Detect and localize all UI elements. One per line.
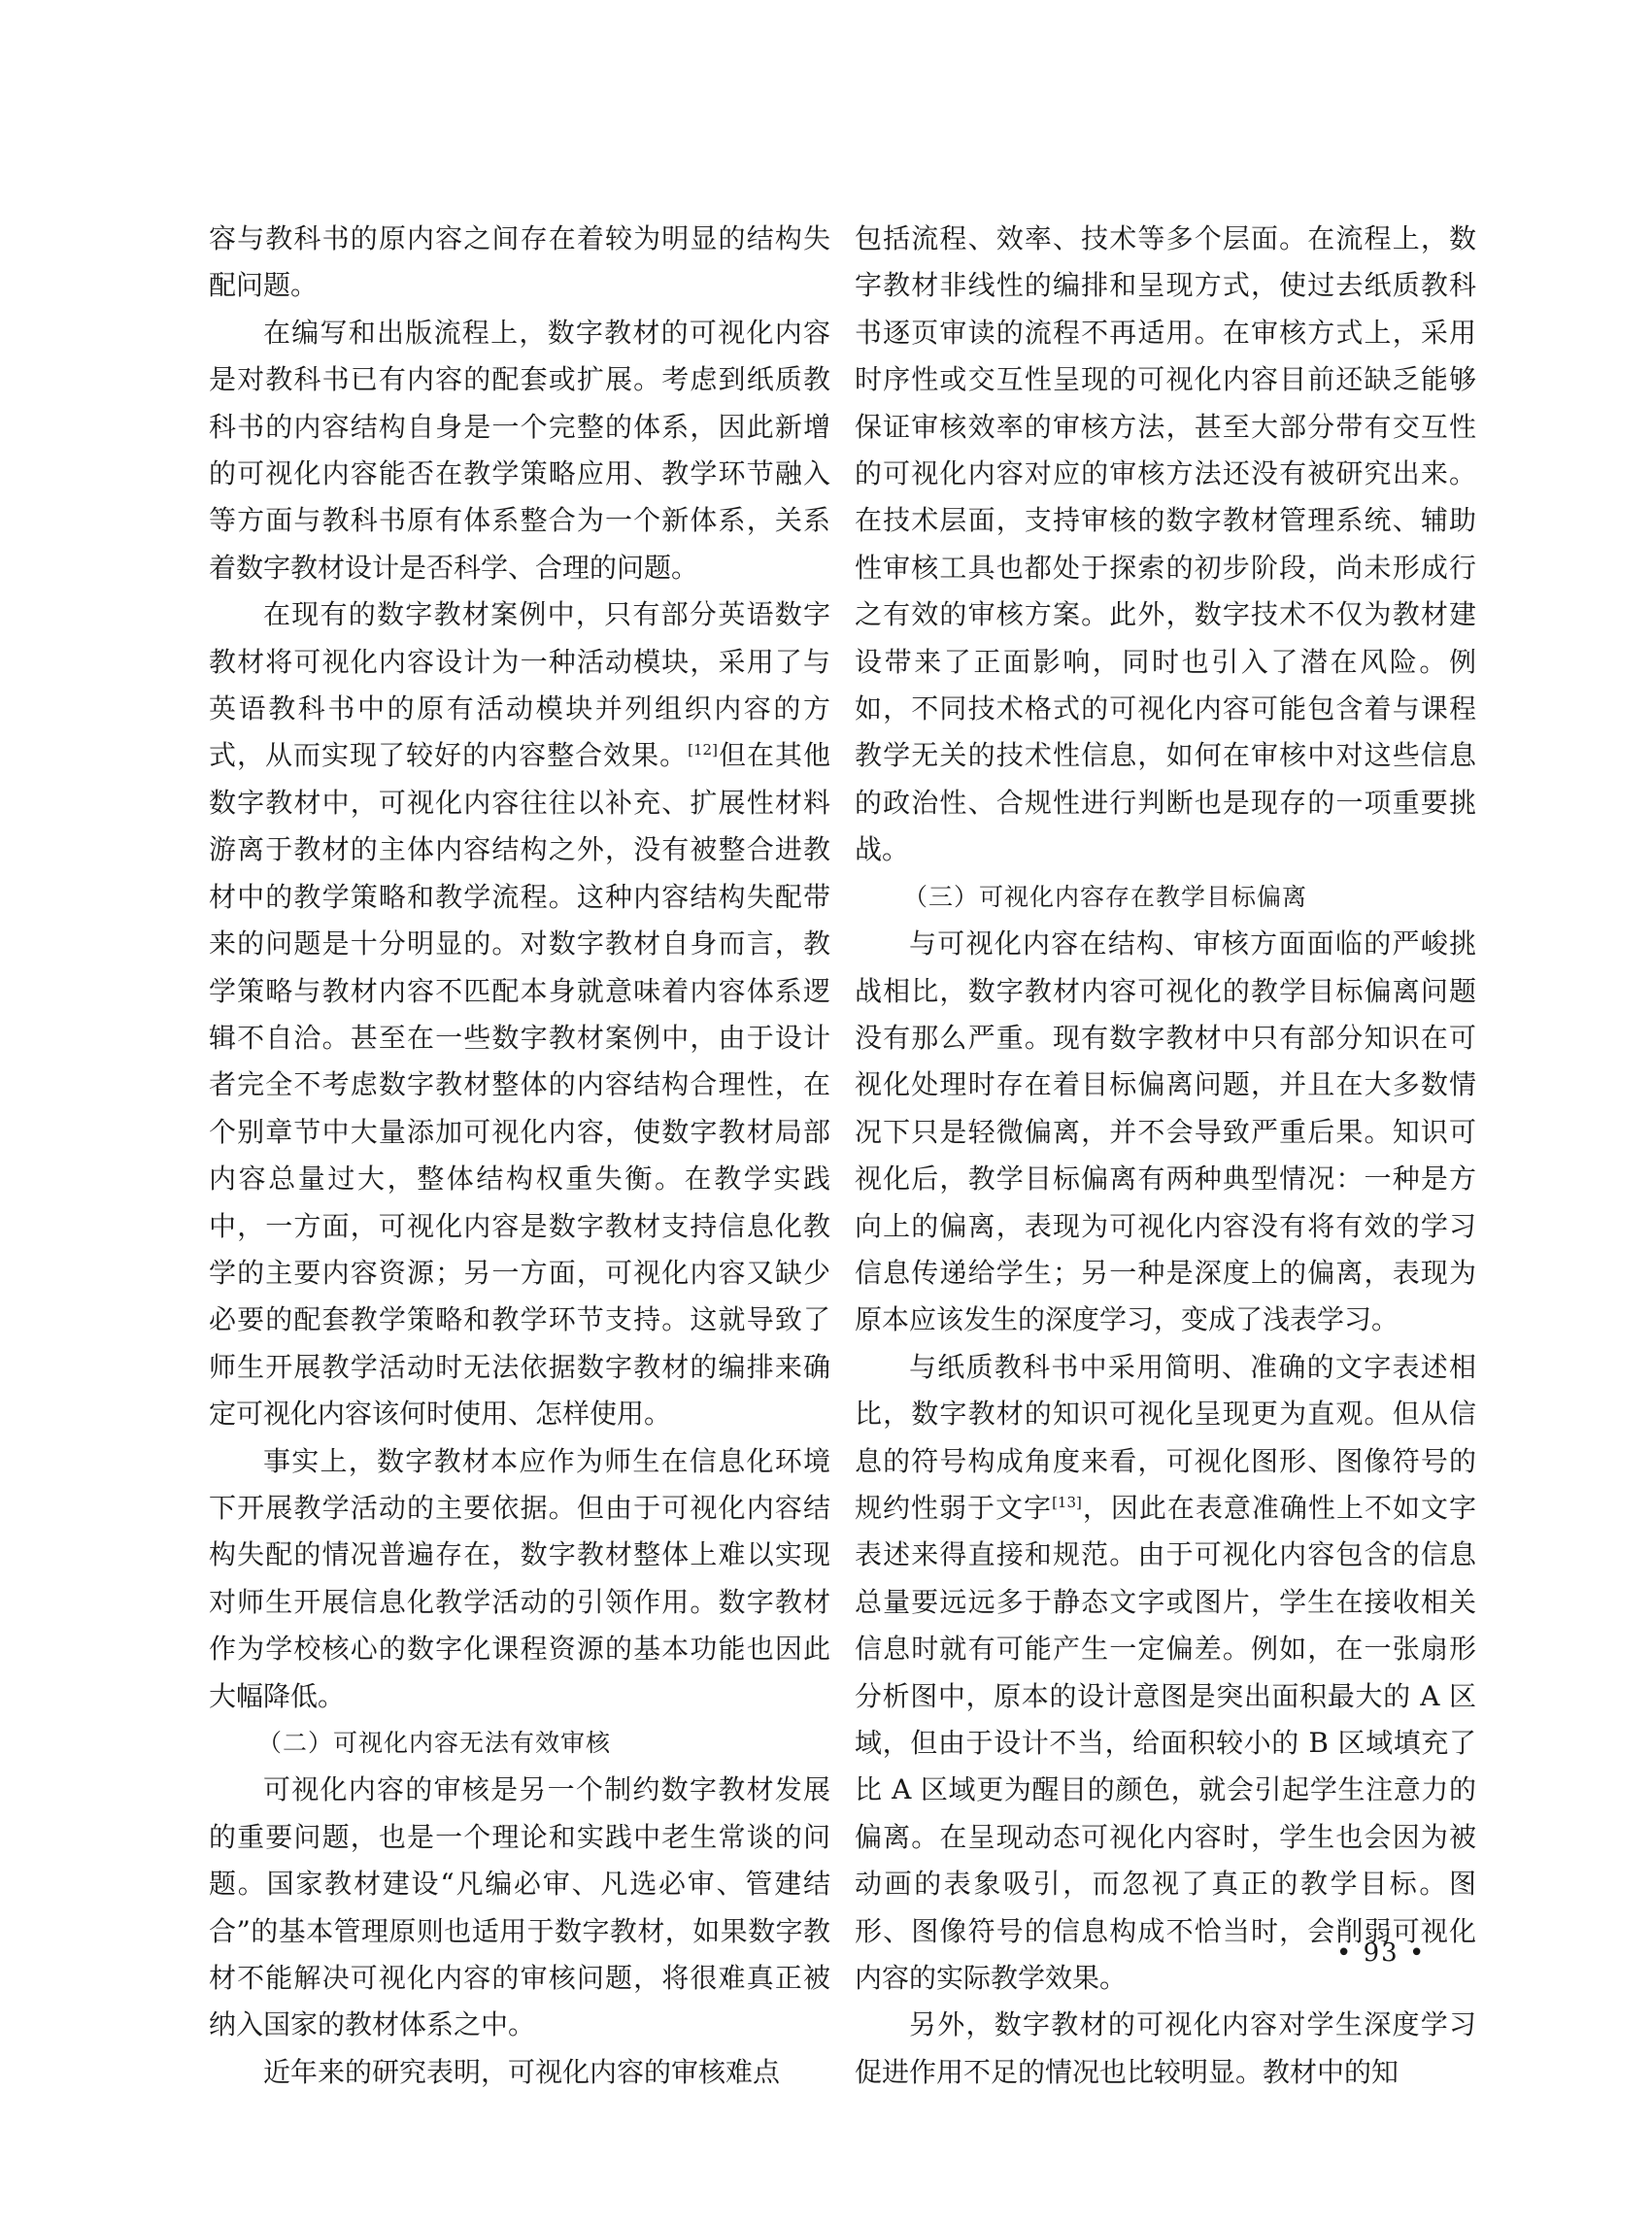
paragraph-text: 在现有的数字教材案例中，只有部分英语数字教材将可视化内容设计为一种活动模块，采用了与英语教科书中的原有活动模块并列组织内容的方式，从而实现了较好的内容整合效果。 <box>209 598 830 772</box>
citation-ref: [13] <box>1052 1493 1082 1511</box>
paragraph: 容与教科书的原内容之间存在着较为明显的结构失配问题。 <box>209 222 830 302</box>
paragraph: 另外，数字教材的可视化内容对学生深度学习促进作用不足的情况也比较明显。教材中的知 <box>855 2008 1476 2088</box>
page-number: • 93 • <box>1336 1938 1427 1968</box>
section-heading: （二）可视化内容无法有效审核 <box>257 1729 612 1757</box>
paragraph <box>209 591 830 1437</box>
paragraph-text: 与纸质教科书中采用简明、准确的文字表述相比，数字教材的知识可视化呈现更为直观。但从信息的符号构成角度来看，可视化图形、图像符号的规约性弱于文字 <box>855 1350 1476 1524</box>
paragraph: 事实上，数字教材本应作为师生在信息化环境下开展教学活动的主要依据。但由于可视化内容结构失配的情况普遍存在，数字教材整体上难以实现对师生开展信息化教学活动的引领作用。数字教材作为学校核心的数字化课程资源的基本功能也因此大幅降低。 <box>209 1444 830 1712</box>
citation-ref: [12] <box>688 741 718 759</box>
right-column <box>855 216 1476 2096</box>
paragraph <box>855 1344 1476 2003</box>
section-heading: （三）可视化内容存在教学目标偏离 <box>903 882 1308 911</box>
paragraph: 在编写和出版流程上，数字教材的可视化内容是对教科书已有内容的配套或扩展。考虑到纸质教科书的内容结构自身是一个完整的体系，因此新增的可视化内容能否在教学策略应用、教学环节融入等方面与教科书原有体系整合为一个新体系，关系着数字教材设计是否科学、合理的问题。 <box>209 316 830 584</box>
paragraph-text: 但在其他数字教材中，可视化内容往往以补充、扩展性材料游离于教材的主体内容结构之外，没有被整合进教材中的教学策略和教学流程。这种内容结构失配带来的问题是十分明显的。对数字教材自身而言，教学策略与教材内容不匹配本身就意味着内容体系逻辑不自洽。甚至在一些数字教材案例中，由于设计者完全不考虑数字教材整体的内容结构合理性，在个别章节中大量添加可视化内容，使数字教材局部内容总量过大，整体结构权重失衡。在教学实践中，一方面，可视化内容是数字教材支持信息化教学的主要内容资源；另一方面，可视化内容又缺少必要的配套教学策略和教学环节支持。这就导致了师生开展教学活动时无法依据数字教材的编排来确定可视化内容该何时使用、怎样使用。 <box>209 739 830 1431</box>
left-column <box>209 216 830 2096</box>
paragraph: 与可视化内容在结构、审核方面面临的严峻挑战相比，数字教材内容可视化的教学目标偏离问题没有那么严重。现有数字教材中只有部分知识在可视化处理时存在着目标偏离问题，并且在大多数情况下只是轻微偏离，并不会导致严重后果。知识可视化后，教学目标偏离有两种典型情况：一种是方向上的偏离，表现为可视化内容没有将有效的学习信息传递给学生；另一种是深度上的偏离，表现为原本应该发生的深度学习，变成了浅表学习。 <box>855 927 1476 1336</box>
paragraph: 包括流程、效率、技术等多个层面。在流程上，数字教材非线性的编排和呈现方式，使过去纸质教科书逐页审读的流程不再适用。在审核方式上，采用时序性或交互性呈现的可视化内容目前还缺乏能够保证审核效率的审核方法，甚至大部分带有交互性的可视化内容对应的审核方法还没有被研究出来。在技术层面，支持审核的数字教材管理系统、辅助性审核工具也都处于探索的初步阶段，尚未形成行之有效的审核方案。此外，数字技术不仅为教材建设带来了正面影响，同时也引入了潜在风险。例如，不同技术格式的可视化内容可能包含着与课程教学无关的技术性信息，如何在审核中对这些信息的政治性、合规性进行判断也是现存的一项重要挑战。 <box>855 222 1476 866</box>
paragraph-text: ，因此在表意准确性上不如文字表述来得直接和规范。由于可视化内容包含的信息总量要远远多于静态文字或图片，学生在接收相关信息时就有可能产生一定偏差。例如，在一张扇形分析图中，原本的设计意图是突出面积最大的 A 区域，但由于设计不当，给面积较小的 B 区域填充了比 A 区域更为醒目的颜色，就会引起学生注意力的偏离。在呈现动态可视化内容时，学生也会因为被动画的表象吸引，而忽视了真正的教学目标。图形、图像符号的信息构成不恰当时，会削弱可视化内容的实际教学效果。 <box>855 1491 1476 1995</box>
paragraph: 可视化内容的审核是另一个制约数字教材发展的重要问题，也是一个理论和实践中老生常谈的问题。国家教材建设“凡编必审、凡选必审、管建结合”的基本管理原则也适用于数字教材，如果数字教材不能解决可视化内容的审核问题，将很难真正被纳入国家的教材体系之中。 <box>209 1773 830 2041</box>
paragraph: 近年来的研究表明，可视化内容的审核难点 <box>263 2055 781 2088</box>
